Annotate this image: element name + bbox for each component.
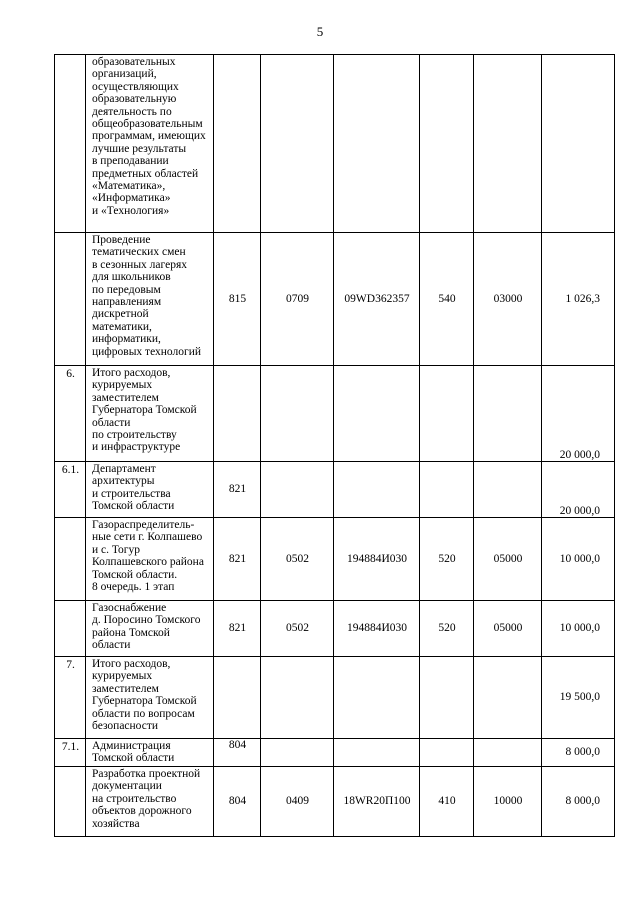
cell-rz [261,55,334,233]
row-name: Департамент архитектуры и строительства Томской области [86,462,214,518]
cell-vr [420,657,474,739]
row-name: Итого расходов, курируемых заместителем Губернатора Томской области по вопросам безопасности [86,657,214,739]
table-row [55,767,615,837]
row-name: Разработка проектной документации на строительство объектов дорожного хозяйства [86,767,214,837]
cell-vr: 410 [420,767,474,837]
row-number: 7.1. [55,739,86,767]
row-number: 6. [55,366,86,462]
cell-amount: 19 500,0 [542,657,615,739]
cell-kosgu: 05000 [474,601,542,657]
cell-rz [261,739,334,767]
row-name: Газораспределитель- ные сети г. Колпашево и с. Тогур Колпашевского района Томской области. 8 очередь. 1 этап [86,518,214,601]
cell-vr [420,55,474,233]
cell-amount: 10 000,0 [542,601,615,657]
row-name: Администрация Томской области [86,739,214,767]
cell-amount: 8 000,0 [542,739,615,767]
row-number [55,767,86,837]
cell-vr [420,462,474,518]
table-row [55,657,615,739]
cell-ved [214,657,261,739]
cell-rz: 0502 [261,518,334,601]
cell-ved: 821 [214,518,261,601]
row-number [55,55,86,233]
cell-ved: 821 [214,462,261,518]
cell-rz: 0709 [261,233,334,366]
page-number: 5 [316,24,324,39]
cell-csr [334,739,420,767]
cell-kosgu: 05000 [474,518,542,601]
row-number [55,601,86,657]
cell-kosgu: 03000 [474,233,542,366]
cell-rz [261,657,334,739]
cell-kosgu: 10000 [474,767,542,837]
row-name: образовательных организаций, осуществляющих образовательную деятельность по общеобразовательным программам, имеющих лучшие результаты в преподавании предметных областей «Математика», «Информатика» и «Технология» [86,55,214,233]
cell-vr [420,366,474,462]
cell-csr: 09WD362357 [334,233,420,366]
cell-ved [214,55,261,233]
row-name: Проведение тематических смен в сезонных лагерях для школьников по передовым направлениям дискретной математики, информатики, цифровых технологий [86,233,214,366]
row-number: 7. [55,657,86,739]
cell-kosgu [474,462,542,518]
cell-amount: 1 026,3 [542,233,615,366]
cell-kosgu [474,366,542,462]
cell-ved: 815 [214,233,261,366]
cell-amount: 10 000,0 [542,518,615,601]
cell-ved: 804 [214,767,261,837]
cell-rz: 0502 [261,601,334,657]
cell-csr: 194884И030 [334,601,420,657]
table-row [55,366,615,462]
cell-csr [334,462,420,518]
cell-amount: 20 000,0 [542,462,615,518]
cell-ved: 804 [214,739,261,767]
cell-csr [334,55,420,233]
cell-rz [261,462,334,518]
cell-csr: 194884И030 [334,518,420,601]
row-name: Газоснабжение д. Поросино Томского района Томской области [86,601,214,657]
cell-rz: 0409 [261,767,334,837]
budget-table [54,54,615,837]
cell-rz [261,366,334,462]
row-number: 6.1. [55,462,86,518]
table-row [55,233,615,366]
cell-kosgu [474,55,542,233]
table-row [55,55,615,233]
cell-kosgu [474,739,542,767]
cell-amount: 8 000,0 [542,767,615,837]
cell-amount [542,55,615,233]
row-number [55,518,86,601]
cell-csr [334,366,420,462]
cell-vr: 540 [420,233,474,366]
row-number [55,233,86,366]
cell-ved [214,366,261,462]
table-row [55,739,615,767]
table-row [55,601,615,657]
cell-amount: 20 000,0 [542,366,615,462]
cell-vr: 520 [420,601,474,657]
cell-kosgu [474,657,542,739]
cell-csr: 18WR20П100 [334,767,420,837]
cell-ved: 821 [214,601,261,657]
cell-csr [334,657,420,739]
row-name: Итого расходов, курируемых заместителем Губернатора Томской области по строительству и инфраструктуре [86,366,214,462]
table-row [55,462,615,518]
cell-vr: 520 [420,518,474,601]
cell-vr [420,739,474,767]
table-row [55,518,615,601]
